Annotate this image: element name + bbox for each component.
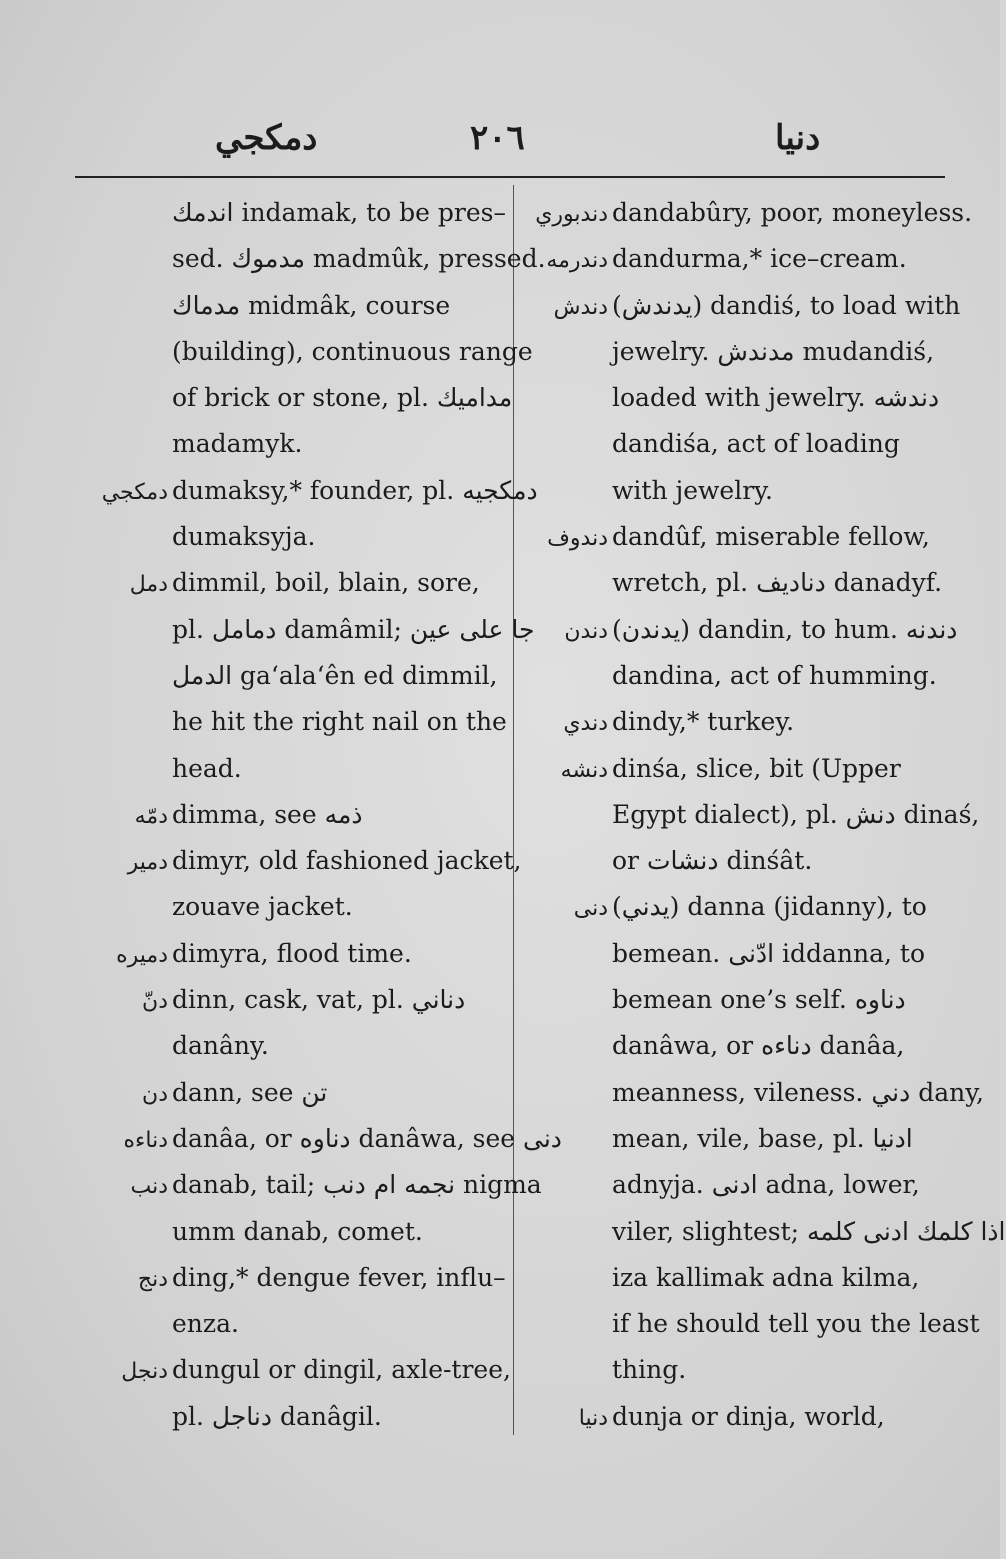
entry-text: of brick or stone, pl. مداميك xyxy=(172,383,513,413)
dictionary-line xyxy=(530,838,950,884)
dictionary-line xyxy=(530,1023,950,1069)
arabic-headword: دنب xyxy=(130,1174,168,1200)
dictionary-line xyxy=(530,607,958,653)
entry-text: مدماك midmâk, course xyxy=(172,290,451,320)
entry-text: head. xyxy=(172,753,242,783)
entry-text: bemean one’s self. دناوه xyxy=(612,985,906,1015)
entry-text: danâwa, or دناءه danâa, xyxy=(612,1031,905,1061)
entry-text: dinn, cask, vat, pl. دناني xyxy=(172,985,466,1015)
entry-text: dann, see تن xyxy=(172,1077,328,1107)
dictionary-line xyxy=(530,468,950,514)
dictionary-line xyxy=(530,699,950,745)
dictionary-line xyxy=(90,421,510,467)
header-rule xyxy=(75,176,945,178)
dictionary-line xyxy=(90,653,510,699)
entry-text: dunja or dinja, world, xyxy=(612,1401,885,1431)
entry-text: pl. دمامل damâmil; جا على عين xyxy=(172,614,535,644)
arabic-headword: دندن xyxy=(564,618,608,644)
dictionary-line xyxy=(530,236,950,282)
dictionary-line xyxy=(530,1255,950,1301)
dictionary-line xyxy=(90,746,510,792)
entry-text: dandurma,* ice–cream. xyxy=(612,244,907,274)
entry-text: iza kallimak adna kilma, xyxy=(612,1262,920,1292)
entry-text: (يدندش) dandiś, to load with xyxy=(612,290,961,320)
entry-text: dimyr, old fashioned jacket, xyxy=(172,846,522,876)
arabic-headword: دمكجي xyxy=(101,479,168,505)
entry-text: dinśa, slice, bit (Upper xyxy=(612,753,901,783)
entry-text: or دنشات dinśât. xyxy=(612,846,813,876)
dictionary-line xyxy=(530,1301,980,1347)
dictionary-line xyxy=(530,329,950,375)
arabic-headword: دمير xyxy=(127,850,168,876)
dictionary-line xyxy=(530,1070,984,1116)
dictionary-line xyxy=(90,375,513,421)
dictionary-line xyxy=(90,236,546,282)
entry-text: الدمل ga‘ala‘ên ed dimmil, xyxy=(172,660,498,690)
entry-text: wretch, pl. دناديف danadyf. xyxy=(612,568,943,598)
arabic-headword: دندرمه xyxy=(546,248,608,274)
entry-text: dindy,* turkey. xyxy=(612,707,795,737)
arabic-headword: دندبوري xyxy=(535,202,608,227)
arabic-headword: دندش xyxy=(553,294,608,320)
dictionary-line xyxy=(90,884,510,930)
dictionary-line xyxy=(90,514,510,560)
entry-text: dimyra, flood time. xyxy=(172,938,412,968)
page-number: ٢٠٦ xyxy=(470,118,525,158)
dictionary-line xyxy=(90,468,538,514)
dictionary-line xyxy=(530,375,950,421)
dictionary-line xyxy=(90,1347,510,1393)
left-catchword: دمكجي xyxy=(215,118,318,158)
entry-text: dumaksyja. xyxy=(172,522,316,552)
dictionary-line xyxy=(530,514,950,560)
dictionary-line xyxy=(530,560,950,606)
entry-text: dandina, act of humming. xyxy=(612,660,937,690)
entry-text: enza. xyxy=(172,1309,239,1339)
dictionary-line xyxy=(530,421,950,467)
entry-text: pl. دناجل danâgil. xyxy=(172,1401,382,1431)
dictionary-line xyxy=(90,838,522,884)
entry-text: ding,* dengue fever, influ– xyxy=(172,1262,506,1292)
dictionary-line xyxy=(90,1255,510,1301)
entry-text: meanness, vileness. دني dany, xyxy=(612,1077,984,1107)
dictionary-line xyxy=(530,1162,950,1208)
entry-text: dungul or dingil, axle-tree, xyxy=(172,1355,511,1385)
entry-text: madamyk. xyxy=(172,429,303,459)
dictionary-line xyxy=(530,931,950,977)
entry-text: Egypt dialect), pl. دنش dinaś, xyxy=(612,799,980,829)
entry-text: dandûf, miserable fellow, xyxy=(612,522,930,552)
dictionary-line xyxy=(530,746,950,792)
dictionary-line xyxy=(530,1347,950,1393)
dictionary-line xyxy=(90,190,510,236)
entry-text: danab, tail; نجمه ام دنب nigma xyxy=(172,1170,542,1200)
entry-text: he hit the right nail on the xyxy=(172,707,507,737)
entry-text: zouave jacket. xyxy=(172,892,353,922)
dictionary-line xyxy=(530,1394,950,1440)
dictionary-line xyxy=(90,607,535,653)
entry-text: loaded with jewelry. دندشه xyxy=(612,383,940,413)
entry-text: adnyja. ادنى adna, lower, xyxy=(612,1170,920,1200)
dictionary-line xyxy=(90,1023,510,1069)
arabic-headword: دنج xyxy=(137,1266,168,1292)
left-column xyxy=(90,190,562,1440)
dictionary-line xyxy=(530,1116,950,1162)
dictionary-line xyxy=(90,1162,542,1208)
entry-text: mean, vile, base, pl. ادنيا xyxy=(612,1123,913,1153)
right-column xyxy=(530,190,1006,1440)
arabic-headword: دنجل xyxy=(121,1359,168,1385)
dictionary-line xyxy=(530,884,950,930)
dictionary-line xyxy=(90,931,510,977)
entry-text: viler, slightest; اذا كلمك ادنى كلمه xyxy=(612,1216,1006,1246)
arabic-headword: دمّه xyxy=(134,803,168,829)
arabic-headword: دنشه xyxy=(560,757,608,783)
dictionary-line xyxy=(90,1394,510,1440)
dictionary-line xyxy=(90,977,510,1023)
arabic-headword: دنّ xyxy=(142,989,168,1015)
entry-text: jewelry. مدندش mudandiś, xyxy=(612,336,935,366)
dictionary-line xyxy=(530,653,950,699)
entry-text: if he should tell you the least xyxy=(612,1309,980,1339)
entry-text: danâa, or دناوه danâwa, see دنى xyxy=(172,1123,562,1153)
entry-text: dandabûry, poor, moneyless. xyxy=(612,198,973,227)
dictionary-line xyxy=(530,190,973,236)
entry-text: dimma, see ذمه xyxy=(172,799,363,829)
arabic-headword: دنى xyxy=(573,896,608,922)
entry-text: with jewelry. xyxy=(612,475,773,505)
arabic-headword: دن xyxy=(142,1081,168,1107)
entry-text: umm danab, comet. xyxy=(172,1216,423,1246)
dictionary-line xyxy=(530,1209,1006,1255)
dictionary-line xyxy=(90,283,510,329)
arabic-headword: دنيا xyxy=(578,1405,608,1431)
entry-text: (building), continuous range xyxy=(172,336,533,366)
dictionary-line xyxy=(530,977,950,1023)
dictionary-line xyxy=(90,329,533,375)
arabic-headword: دندوف xyxy=(547,526,608,552)
arabic-headword: دمل xyxy=(129,572,168,598)
dictionary-line xyxy=(90,792,510,838)
entry-text: (يدني) danna (jidanny), to xyxy=(612,892,927,922)
dictionary-line xyxy=(90,1209,510,1255)
entry-text: dandiśa, act of loading xyxy=(612,429,900,459)
dictionary-line xyxy=(530,283,961,329)
entry-text: bemean. ادّنى iddanna, to xyxy=(612,938,926,968)
entry-text: dimmil, boil, blain, sore, xyxy=(172,568,480,598)
entry-text: اندمك indamak, to be pres– xyxy=(172,198,506,227)
entry-text: dumaksy,* founder, pl. دمكجيه xyxy=(172,475,538,505)
entry-text: (يدندن) dandin, to hum. دندنه xyxy=(612,614,958,644)
arabic-headword: دميره xyxy=(116,942,168,968)
dictionary-line xyxy=(90,560,510,606)
dictionary-line xyxy=(530,792,980,838)
entry-text: danâny. xyxy=(172,1031,269,1061)
entry-text: thing. xyxy=(612,1355,687,1385)
arabic-headword: دناءه xyxy=(123,1127,168,1153)
dictionary-line xyxy=(90,1301,510,1347)
dictionary-line xyxy=(90,1116,562,1162)
dictionary-line xyxy=(90,699,510,745)
entry-text: sed. مدموك madmûk, pressed. xyxy=(172,244,546,274)
page-header xyxy=(0,110,1000,160)
arabic-headword: دندي xyxy=(563,711,608,737)
right-catchword: دنيا xyxy=(775,118,821,158)
dictionary-line xyxy=(90,1070,510,1116)
